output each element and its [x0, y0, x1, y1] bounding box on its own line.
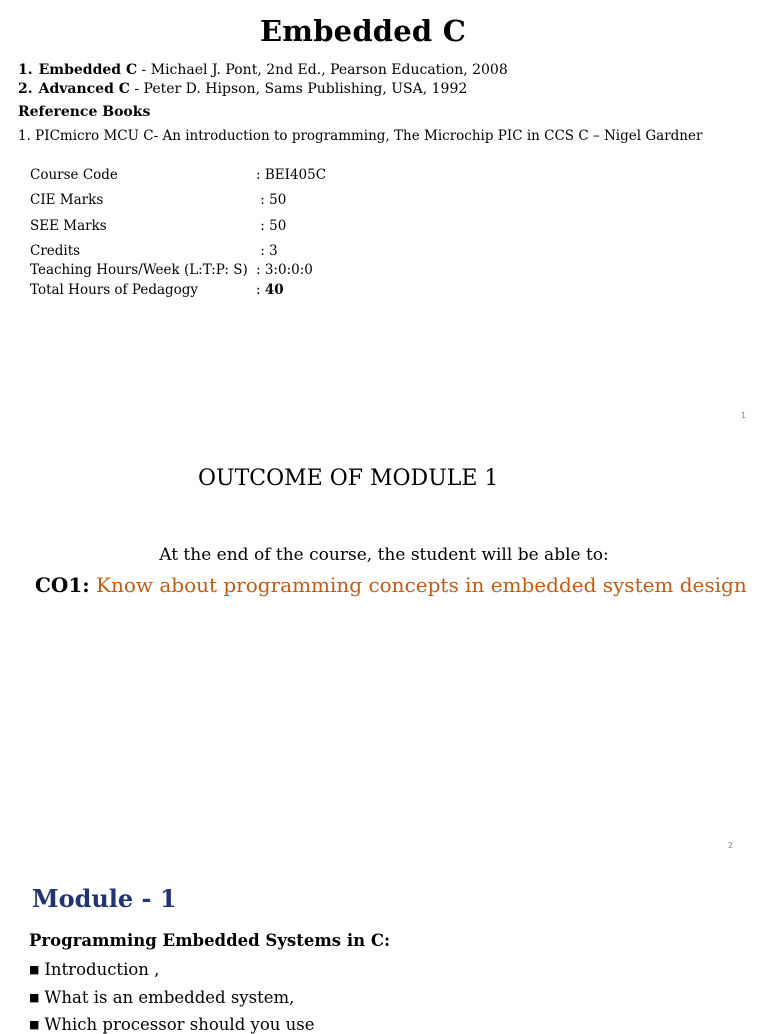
- textbook-1-number: 1.: [18, 62, 33, 78]
- reference-books-heading: Reference Books: [18, 104, 151, 120]
- course-code-value: : BEI405C: [256, 167, 327, 183]
- course-outcome-1: [35, 573, 747, 597]
- outcome-intro: At the end of the course, the student will be able to:: [159, 545, 609, 565]
- list-item: ■ Which processor should you use: [29, 1015, 315, 1034]
- square-bullet-icon: ■: [29, 963, 40, 976]
- see-marks-row: [30, 218, 286, 234]
- textbook-2: [18, 81, 467, 97]
- total-hours-number: 40: [264, 282, 284, 298]
- module-heading: Programming Embedded Systems in C:: [29, 931, 391, 950]
- co1-text: Know about programming concepts in embedded system design: [89, 573, 747, 597]
- teaching-hours-label: Teaching Hours/Week (L:T:P: S): [30, 262, 248, 278]
- square-bullet-icon: ■: [29, 991, 40, 1004]
- teaching-hours-value: : 3:0:0:0: [256, 262, 313, 278]
- list-item: ■ What is an embedded system,: [29, 988, 295, 1007]
- textbook-1: [18, 62, 508, 78]
- slide-1-page-number: 1: [741, 411, 747, 420]
- cie-marks-row: [30, 192, 286, 208]
- teaching-hours-row: [30, 262, 313, 278]
- total-hours-label: Total Hours of Pedagogy: [30, 282, 199, 298]
- see-marks-value: : 50: [256, 218, 287, 234]
- co1-label: CO1:: [35, 573, 90, 597]
- textbook-1-title: Embedded C: [38, 62, 138, 78]
- slide-2-page-number: 2: [728, 841, 734, 850]
- credits-value: : 3: [256, 243, 278, 259]
- square-bullet-icon: ■: [29, 1018, 40, 1031]
- course-code-row: [30, 167, 326, 183]
- see-marks-label: SEE Marks: [30, 218, 107, 234]
- credits-row: [30, 243, 278, 259]
- total-hours-value: : 40: [256, 282, 284, 298]
- credits-label: Credits: [30, 243, 81, 259]
- cie-marks-label: CIE Marks: [30, 192, 104, 208]
- list-item: ■ Introduction ,: [29, 960, 160, 979]
- module-title: Module - 1: [32, 884, 177, 913]
- cie-marks-value: : 50: [256, 192, 287, 208]
- textbook-1-details: - Michael J. Pont, 2nd Ed., Pearson Education, 2008: [137, 62, 508, 78]
- total-hours-row: [30, 282, 284, 298]
- textbook-2-details: - Peter D. Hipson, Sams Publishing, USA, 1992: [129, 81, 468, 97]
- course-code-label: Course Code: [30, 167, 118, 183]
- slide-1-title: Embedded C: [260, 14, 466, 48]
- textbook-2-title: Advanced C: [38, 81, 130, 97]
- outcome-title: OUTCOME OF MODULE 1: [198, 466, 499, 491]
- textbook-2-number: 2.: [18, 81, 33, 97]
- reference-book-1: 1. PICmicro MCU C- An introduction to programming, The Microchip PIC in CCS C – Nigel Gardner: [18, 128, 703, 144]
